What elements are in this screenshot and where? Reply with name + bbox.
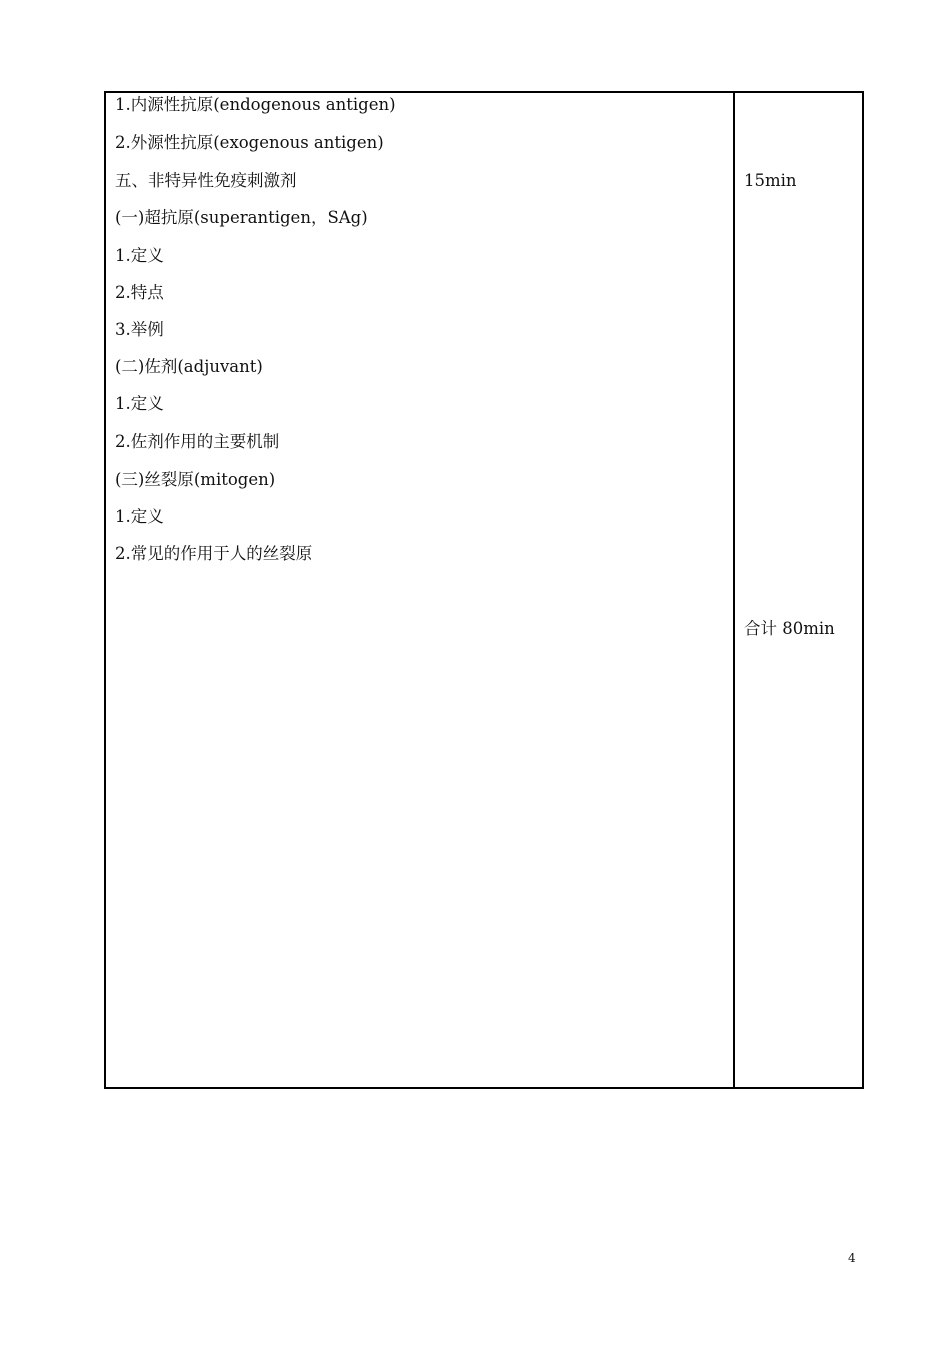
outline-line: 1.定义: [115, 246, 164, 265]
outline-line: 2.外源性抗原(exogenous antigen): [115, 133, 384, 152]
subsection-heading: (二)佐剂(adjuvant): [115, 357, 263, 376]
outline-line: 2.常见的作用于人的丝裂原: [115, 544, 313, 563]
subsection-heading: (三)丝裂原(mitogen): [115, 470, 276, 489]
outline-line: 3.举例: [115, 320, 164, 339]
outline-line: 2.佐剂作用的主要机制: [115, 432, 280, 451]
total-duration: 合计 80min: [744, 619, 835, 638]
content-cell: [106, 93, 733, 1087]
outline-line: 2.特点: [115, 283, 164, 302]
subsection-heading: (一)超抗原(superantigen，SAg): [115, 208, 368, 227]
outline-line: 1.定义: [115, 507, 164, 526]
outline-line: 1.定义: [115, 394, 164, 413]
time-cell: [735, 93, 862, 1087]
section-duration: 15min: [744, 171, 797, 190]
page-number: 4: [848, 1251, 856, 1265]
section-heading: 五、非特异性免疫刺激剂: [115, 171, 297, 190]
outline-line: 1.内源性抗原(endogenous antigen): [115, 95, 396, 114]
lesson-table: [104, 91, 864, 1089]
